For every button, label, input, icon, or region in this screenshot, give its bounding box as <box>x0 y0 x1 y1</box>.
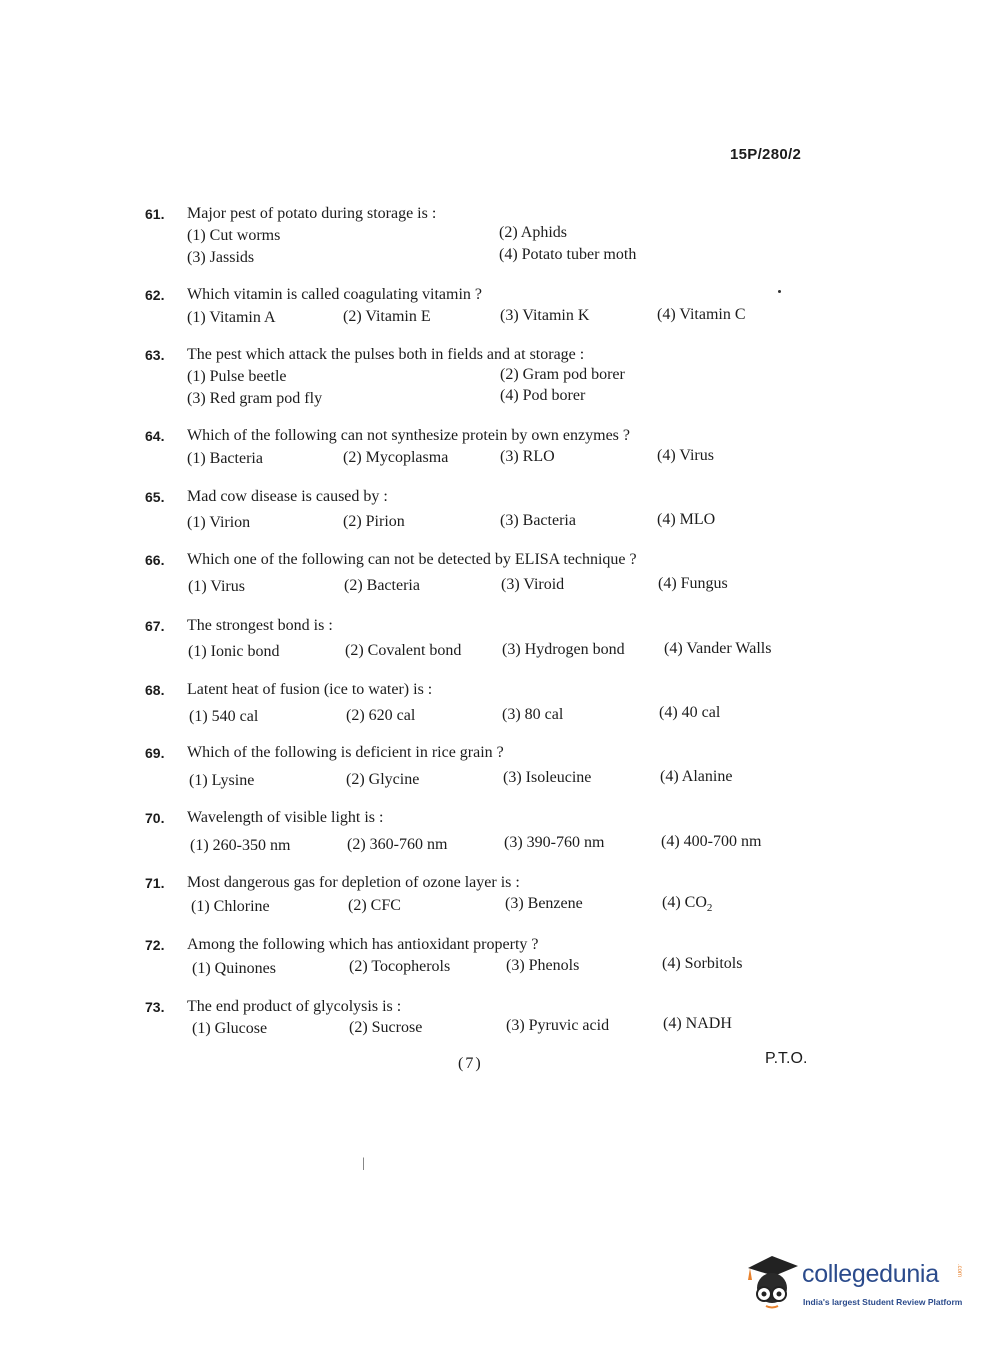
option-3: (3) Benzene <box>505 895 583 912</box>
question-stem: Latent heat of fusion (ice to water) is : <box>187 681 433 698</box>
question-stem: Which of the following is deficient in rice grain ? <box>187 744 504 761</box>
question-number: 69. <box>145 745 165 761</box>
option-2: (2) Pirion <box>343 513 405 530</box>
option-4-subscript: 2 <box>706 902 713 915</box>
option-1: (1) Chlorine <box>191 898 270 915</box>
question-number: 68. <box>145 682 165 698</box>
option-3: (3) Pyruvic acid <box>506 1017 610 1034</box>
stray-mark: | <box>362 1156 365 1171</box>
option-2: (2) Sucrose <box>349 1019 423 1036</box>
question-number: 70. <box>145 810 165 826</box>
question-number: 73. <box>145 999 165 1015</box>
option-1: (1) Pulse beetle <box>187 368 287 385</box>
question-number: 72. <box>145 937 165 953</box>
option-1: (1) Virion <box>187 514 251 531</box>
page-number: (7) <box>458 1055 483 1072</box>
option-2: (2) Aphids <box>499 224 567 241</box>
question-number: 63. <box>145 347 165 363</box>
option-4 <box>662 892 712 919</box>
option-4: (4) Virus <box>657 447 714 464</box>
option-2: (2) Bacteria <box>344 577 420 594</box>
option-2: (2) 360-760 nm <box>347 836 448 853</box>
question-number: 67. <box>145 618 165 634</box>
option-1: (1) 260-350 nm <box>190 837 291 854</box>
question-number: 64. <box>145 428 165 444</box>
question-number: 61. <box>145 206 165 222</box>
option-3: (3) RLO <box>500 448 555 465</box>
option-3: (3) Viroid <box>501 576 565 593</box>
option-2: (2) Gram pod borer <box>500 366 625 383</box>
question-stem: Mad cow disease is caused by : <box>187 488 388 505</box>
option-1: (1) Quinones <box>192 960 276 977</box>
option-3: (3) Hydrogen bond <box>502 641 625 658</box>
option-1: (1) Vitamin A <box>187 309 276 326</box>
question-stem: The end product of glycolysis is : <box>187 998 402 1015</box>
option-1: (1) Ionic bond <box>188 643 280 660</box>
question-stem: Among the following which has antioxidant property ? <box>187 936 539 953</box>
logo-tagline: India's largest Student Review Platform <box>803 1297 963 1307</box>
option-4: (4) NADH <box>663 1015 732 1032</box>
option-2: (2) Vitamin E <box>343 308 431 325</box>
option-2: (2) Mycoplasma <box>343 449 449 466</box>
question-stem: Most dangerous gas for depletion of ozone layer is : <box>187 874 520 891</box>
option-1: (1) Virus <box>188 578 245 595</box>
option-2: (2) Tocopherols <box>349 958 451 975</box>
question-stem: Major pest of potato during storage is : <box>187 205 437 222</box>
paper-code: 15P/280/2 <box>730 146 802 163</box>
logo-wordmark: collegedunia <box>802 1260 939 1288</box>
option-3: (3) Bacteria <box>500 512 576 529</box>
option-4: (4) Potato tuber moth <box>499 246 637 263</box>
option-3: (3) Red gram pod fly <box>187 390 323 407</box>
question-number: 71. <box>145 875 165 891</box>
option-1: (1) Cut worms <box>187 227 281 244</box>
option-4: (4) Sorbitols <box>662 955 743 972</box>
option-2: (2) Glycine <box>346 771 420 788</box>
option-3: (3) 80 cal <box>502 706 564 723</box>
question-number: 65. <box>145 489 165 505</box>
option-3: (3) 390-760 nm <box>504 834 605 851</box>
option-3: (3) Vitamin K <box>500 307 590 324</box>
stray-dot <box>778 290 781 293</box>
logo-com-suffix: .com <box>956 1264 962 1278</box>
option-1: (1) Lysine <box>189 772 255 789</box>
question-stem: Which one of the following can not be detected by ELISA technique ? <box>187 551 637 568</box>
question-stem: Which vitamin is called coagulating vitamin ? <box>187 286 483 303</box>
option-3: (3) Phenols <box>506 957 580 974</box>
option-4: (4) Vander Walls <box>664 640 772 657</box>
option-4: (4) 400-700 nm <box>661 833 762 850</box>
question-stem: The strongest bond is : <box>187 617 333 634</box>
option-3: (3) Isoleucine <box>503 769 592 786</box>
option-2: (2) CFC <box>348 897 401 914</box>
option-1: (1) Glucose <box>192 1020 268 1037</box>
option-4-text: (4) CO <box>662 894 707 911</box>
question-stem: Wavelength of visible light is : <box>187 809 384 826</box>
question-number: 62. <box>145 287 165 303</box>
pto-label: P.T.O. <box>765 1050 808 1067</box>
option-1: (1) 540 cal <box>189 708 259 725</box>
option-4: (4) Fungus <box>658 575 728 592</box>
option-4: (4) Pod borer <box>500 387 586 404</box>
question-number: 66. <box>145 552 165 568</box>
option-2: (2) 620 cal <box>346 707 416 724</box>
question-stem: The pest which attack the pulses both in fields and at storage : <box>187 346 585 363</box>
collegedunia-watermark <box>742 1250 972 1318</box>
option-2: (2) Covalent bond <box>345 642 462 659</box>
option-3: (3) Jassids <box>187 249 255 266</box>
question-stem: Which of the following can not synthesize protein by own enzymes ? <box>187 427 630 444</box>
option-4: (4) MLO <box>657 511 716 528</box>
option-4: (4) Alanine <box>660 768 733 785</box>
option-1: (1) Bacteria <box>187 450 263 467</box>
option-4: (4) 40 cal <box>659 704 721 721</box>
option-4: (4) Vitamin C <box>657 306 746 323</box>
mascot-icon <box>742 1250 804 1312</box>
